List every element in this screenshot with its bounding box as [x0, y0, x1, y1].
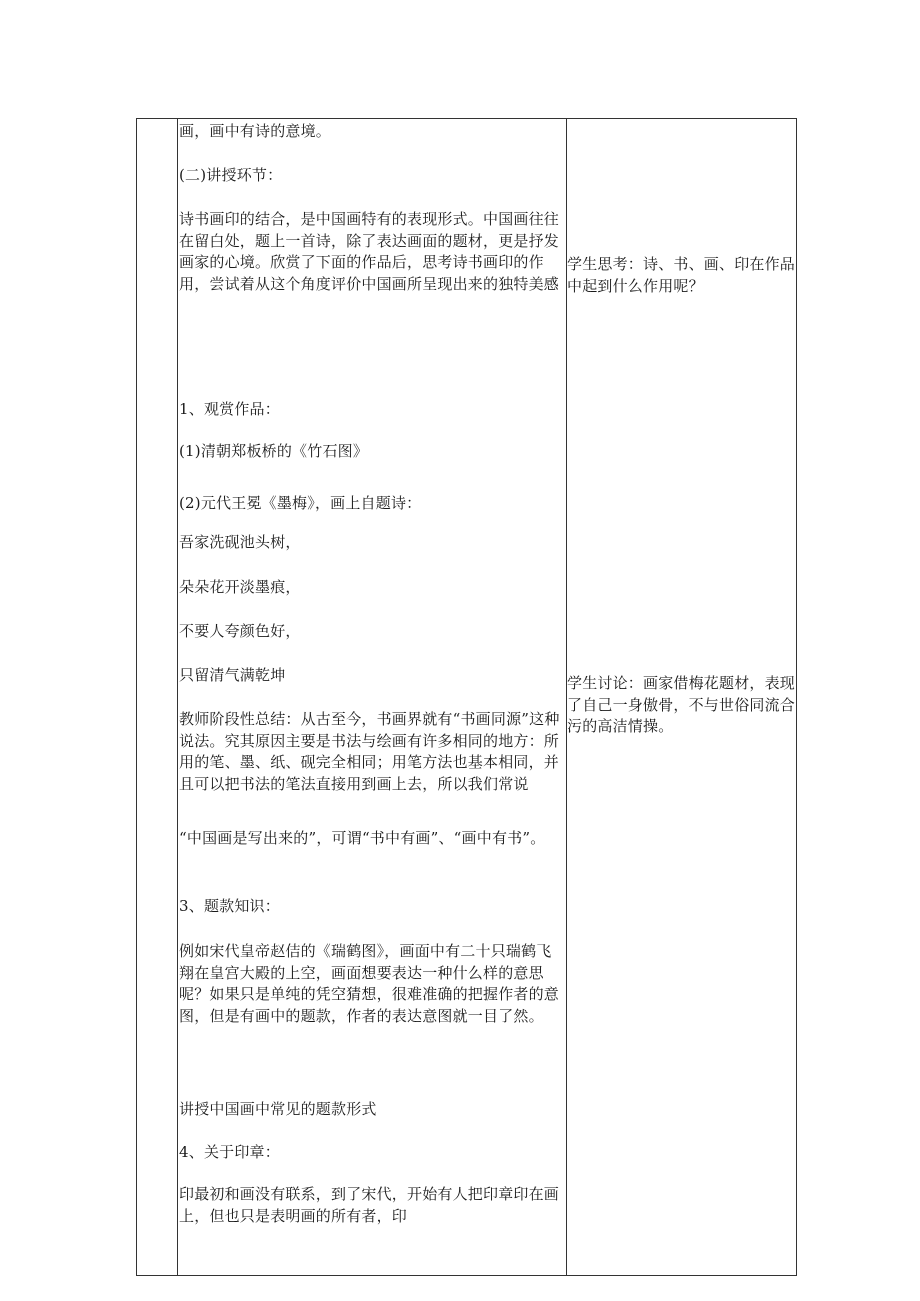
lesson-plan-table: [136, 118, 797, 1276]
heading-inscription: 3、题款知识：: [179, 897, 280, 915]
poem-line-1: 吾家洗砚池头树，: [179, 533, 301, 551]
table-divider-left: [177, 119, 178, 1275]
heading-seals: 4、关于印章：: [179, 1143, 280, 1161]
section-heading-teaching: (二)讲授环节：: [179, 166, 283, 184]
poem-line-4: 只留清气满乾坤: [179, 666, 286, 684]
paragraph-calligraphy-quote: “中国画是写出来的”，可谓“书中有画”、“画中有书”。: [179, 829, 546, 847]
poem-line-2: 朵朵花开淡墨痕，: [179, 578, 301, 596]
student-think-note: 学生思考：诗、书、画、印在作品中起到什么作用呢？: [567, 255, 796, 295]
paragraph-inscription-forms: 讲授中国画中常见的题款形式: [179, 1100, 377, 1118]
paragraph-seals: 印最初和画没有联系，到了宋代，开始有人把印章印在画上，但也只是表明画的所有者，印: [179, 1185, 560, 1225]
item-zheng-banqiao: (1)清朝郑板桥的《竹石图》: [179, 442, 369, 460]
poem-line-3: 不要人夸颜色好，: [179, 622, 301, 640]
paragraph-poetry-painting: 诗书画印的结合，是中国画特有的表现形式。中国画往往在留白处，题上一首诗，除了表达画面的题材，更是抒发画家的心境。欣赏了下面的作品后，思考诗书画印的作用，尝试着从这个角度评价中国画所呈现出来的独特美感: [179, 210, 560, 293]
heading-view-works: 1、观赏作品：: [179, 400, 280, 418]
item-wang-mian: (2)元代王冕《墨梅》，画上自题诗：: [179, 494, 422, 512]
paragraph-zhao-ji: 例如宋代皇帝赵佶的《瑞鹤图》，画面中有二十只瑞鹤飞翔在皇宫大殿的上空，画面想要表达一种什么样的意思呢？如果只是单纯的凭空猜想，很难准确的把握作者的意图，但是有画中的题款，作者的表达意图就一目了然。: [179, 942, 560, 1025]
paragraph-intro: 画，画中有诗的意境。: [179, 122, 332, 140]
student-discuss-note: 学生讨论：画家借梅花题材，表现了自己一身傲骨，不与世俗同流合污的高洁情操。: [567, 674, 796, 735]
paragraph-teacher-summary: 教师阶段性总结：从古至今，书画界就有“书画同源”这种说法。究其原因主要是书法与绘画有许多相同的地方：所用的笔、墨、纸、砚完全相同；用笔方法也基本相同，并且可以把书法的笔法直接用到画上去，所以我们常说: [179, 710, 560, 793]
